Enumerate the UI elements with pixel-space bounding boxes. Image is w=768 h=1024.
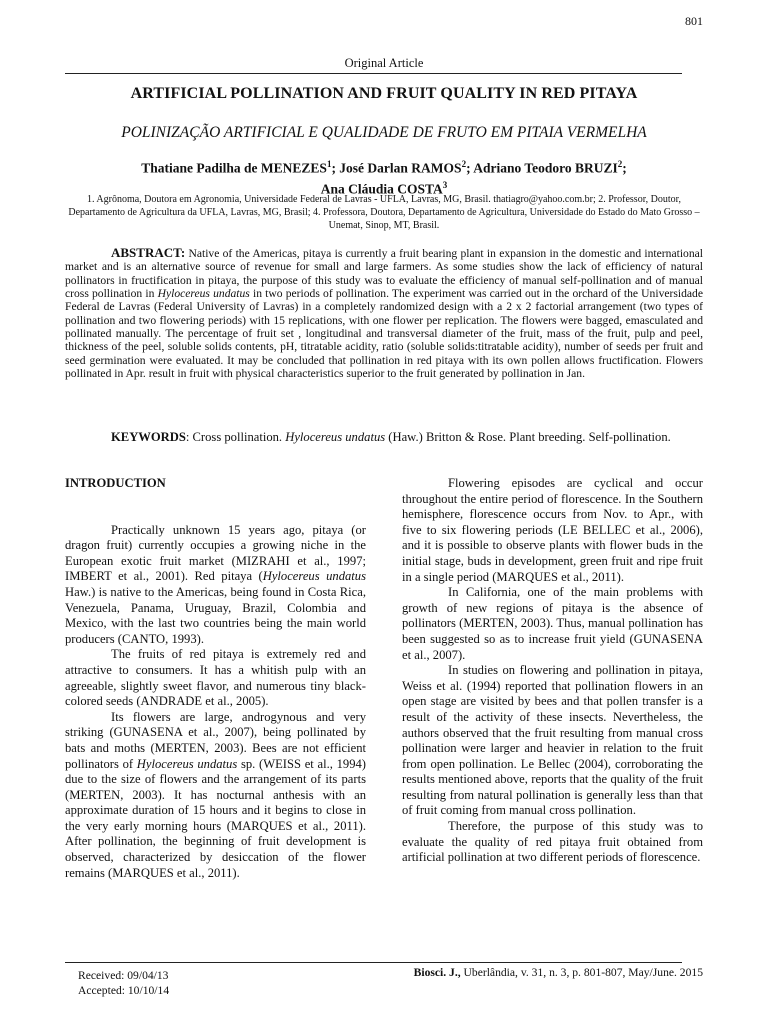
paragraph: The fruits of red pitaya is extremely red and attractive to consumers. It has a whitish pulp with an agreeable, slightly sweet flavor, and numerous tiny black-colored seeds (ANDRADE et al., 2005). [65, 647, 366, 709]
journal-name: Biosci. J., [413, 966, 461, 979]
received-date: Received: 09/04/13 [78, 969, 169, 982]
abstract-text: Native of the Americas, pitaya is currently a fruit bearing plant in expansion in the domestic and international market and is an alternative source of revenue for small and large farmers. As some studies show the lack of efficiency of natural pollinators in fructification in pitaya, the purpose of this study was to evaluate the efficiency of manual self-pollination and of manual cross pollination in [65, 247, 703, 301]
species-name: Hylocereus undatus [285, 430, 386, 444]
citation-details: Uberlândia, v. 31, n. 3, p. 801-807, May/June. 2015 [460, 966, 703, 979]
paragraph: Therefore, the purpose of this study was to evaluate the quality of red pitaya fruit obtained from artificial pollination at two different periods of florescence. [402, 819, 703, 865]
species-name: Hylocereus undatus [136, 756, 238, 771]
left-column [65, 476, 366, 881]
article-subtitle: POLINIZAÇÃO ARTIFICIAL E QUALIDADE DE FRUTO EM PITAIA VERMELHA [121, 124, 647, 141]
section-heading-introduction: INTRODUCTION [65, 476, 166, 490]
journal-citation [414, 966, 703, 979]
abstract [65, 246, 703, 380]
page-number: 801 [685, 14, 703, 28]
running-head: Original Article [344, 56, 424, 70]
paragraph: Its flowers are large, androgynous and very striking (GUNASENA et al., 2007), being pollinated by bats and moths (MERTEN, 2003). Bees are not efficient pollinators of Hylocereus undatus sp. (WEISS et al., 1994) due to the size of flowers and the arrangement of its parts (MERTEN, 2003). It has nocturnal anthesis with an approximate duration of 15 hours and it begins to close in the very early morning hours (MARQUES et al., 2011). After pollination, the beginning of fruit development is observed, characterized by desiccation of the flower remains (MARQUES et al., 2011). [65, 709, 366, 880]
keywords-text: : Cross pollination. [185, 430, 286, 444]
author-name: ; José Darlan RAMOS [331, 160, 462, 176]
species-name: Hylocereus undatus [157, 287, 250, 301]
paragraph: Practically unknown 15 years ago, pitaya (or dragon fruit) currently occupies a growing niche in the European exotic fruit market (MIZRAHI et al., 1997; IMBERT et al., 2001). Red pitaya (Hylocereus undatus Haw.) is native to the Americas, being found in Costa Rica, Venezuela, Panama, Uruguay, Brazil, Colombia and Mexico, with the last two countries being the main world producers (CANTO, 1993). [65, 522, 366, 646]
right-column [402, 476, 703, 866]
affiliations: 1. Agrônoma, Doutora em Agronomia, Universidade Federal de Lavras - UFLA, Lavras, MG, Brasil. thatiagro@yahoo.com.br; 2. Professor, Doutor, Departamento de Agricultura da UFLA, Lavras, MG, Brasil; 4. Professora, Doutora, Departamento de Agricultura, Universidade do Estado do Mato Grosso – Unemat, Sinop, MT, Brasil. [68, 194, 700, 231]
author-affiliation-mark: 2 [617, 159, 623, 169]
submission-dates [78, 968, 169, 998]
paragraph: Flowering episodes are cyclical and occur throughout the entire period of florescence. In the Southern hemisphere, florescence occurs from Nov. to Apr., with five to six flowering periods (LE BELLEC et al., 2006), and it is possible to observe plants with flower buds in the initial stage, buds in development, green fruit and ripe fruit in a single period (MARQUES et al., 2011). [402, 476, 703, 584]
keywords-text: (Haw.) Britton & Rose. Plant breeding. Self-pollination. [385, 430, 671, 444]
author-name: Ana Cláudia COSTA [320, 181, 443, 196]
species-name: Hylocereus undatus [262, 569, 366, 584]
accepted-date: Accepted: 10/10/14 [78, 984, 170, 997]
abstract-label: ABSTRACT: [111, 245, 186, 260]
article-title: ARTIFICIAL POLLINATION AND FRUIT QUALITY IN RED PITAYA [130, 85, 638, 102]
author-name: Thatiane Padilha de MENEZES [141, 160, 327, 176]
author-separator: ; [622, 160, 627, 176]
author-affiliation-mark: 3 [442, 179, 448, 190]
header-rule [65, 73, 682, 74]
paragraph: In studies on flowering and pollination in pitaya, Weiss et al. (1994) reported that pollination flowers in an open stage are visited by bees and that pollen transfer is a result of the activity of these insects. Nevertheless, the authors observed that the fruit resulting from manual cross pollination were larger and heavier in relation to the fruit from open pollination. Le Bellec (2004), corroborating the results mentioned above, reports that the quality of the fruit resulting from natural pollination is generally less than that of fruit coming from manual cross pollination. [402, 663, 703, 818]
author-name: ; Adriano Teodoro BRUZI [466, 160, 618, 176]
author-list [40, 156, 728, 197]
paragraph: In California, one of the main problems with growth of new regions of pitaya is the absence of pollinators (MERTEN, 2003). Thus, manual pollination has been suggested so as to increase fruit yield (GUNASENA et al., 2007). [402, 585, 703, 662]
keywords-label: KEYWORDS [111, 430, 186, 444]
abstract-text: in two periods of pollination. The experiment was carried out in the orchard of the Universidade Federal de Lavras (Federal University of Lavras) in a completely randomized design with a 2 x 2 factorial arrangement (two types of pollination and two flowering periods) with 15 replications, with one flower per replication. The flowers were bagged, emasculated and pollinated manually. The percentage of fruit set , longitudinal and transversal diameter of the fruit, mass of the fruit, pulp and peel, thickness of the peel, soluble solids contents, pH, titratable acidity, ratio (soluble solids:titratable acidity), number of seeds per fruit and seed germination were evaluated. It may be concluded that pollination in red pitaya with its own pollen allows fructification. Flowers pollinated in Apr. result in fruit with physical characteristics superior to the fruit generated by pollination in Jan. [65, 287, 703, 381]
author-affiliation-mark: 2 [461, 159, 467, 169]
author-affiliation-mark: 1 [326, 159, 332, 169]
keywords [65, 430, 703, 446]
footer-rule [65, 962, 682, 963]
